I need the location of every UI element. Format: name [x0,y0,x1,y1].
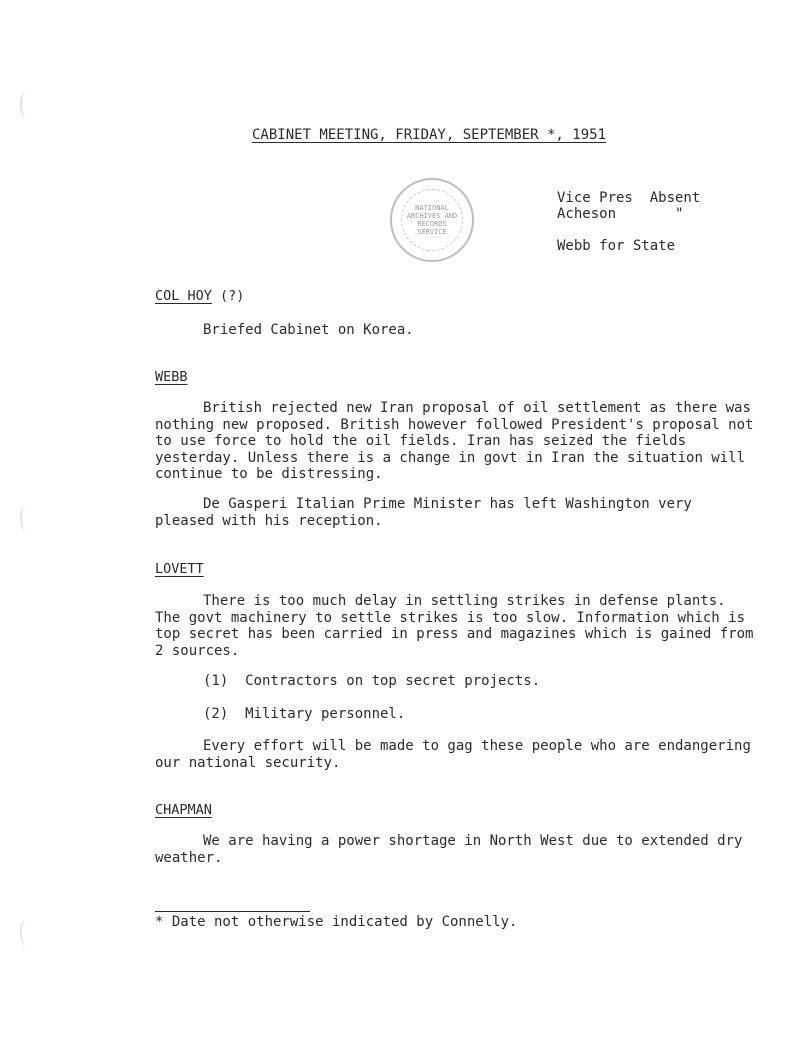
chapman-paragraph [155,833,755,866]
lovett-paragraph-2 [155,738,755,771]
stamp-line-3: RECORDS [417,220,447,228]
lovett-paragraph-2-text: Every effort will be made to gag these people who are endangering our national security. [155,738,751,771]
webb-paragraph-1 [155,400,755,483]
chapman-paragraph-text: We are having a power shortage in North West due to extended dry weather. [155,833,743,866]
stamp-line-4: SERVICE [417,228,447,236]
webb-paragraph-2 [155,496,755,529]
attendance-webb: Webb for State [557,238,676,254]
lovett-list-item-2: (2) Military personnel. [203,706,406,722]
footnote-rule [155,911,310,912]
archives-stamp [390,178,474,262]
section-heading-chapman: CHAPMAN [155,802,212,818]
hoy-paragraph [155,322,755,339]
webb-paragraph-1-text: British rejected new Iran proposal of oil settlement as there was nothing new proposed. British however followed President's proposal not to use force to hold the oil fields. Iran has seized the fields yesterday. Unless there is a change in govt in Iran the situation will continue to be distressing. [155,400,754,482]
hoy-paragraph-text: Briefed Cabinet on Korea. [203,322,414,338]
footnote: * Date not otherwise indicated by Connelly. [155,914,518,930]
binder-hole-middle [20,505,32,531]
heading-hoy-suffix: (?) [211,288,245,304]
section-heading-webb: WEBB [155,369,188,385]
binder-hole-top [20,92,32,118]
page-title: CABINET MEETING, FRIDAY, SEPTEMBER *, 1951 [252,127,607,143]
lovett-paragraph-1 [155,593,755,659]
lovett-list-item-1: (1) Contractors on top secret projects. [203,673,541,689]
stamp-line-2: ARCHIVES AND [406,212,458,220]
section-heading-lovett: LOVETT [155,561,204,577]
attendance-acheson: Acheson " [557,206,684,222]
heading-hoy-name: COL HOY [155,288,212,304]
lovett-paragraph-1-text: There is too much delay in settling strikes in defense plants. The govt machinery to settle strikes is too slow. Information which is top secret has been carried in press and magazines which is gained from 2 sources. [155,593,754,659]
section-heading-hoy [155,288,244,304]
binder-hole-bottom [20,920,32,946]
stamp-line-1: NATIONAL [415,204,449,212]
attendance-vice-pres: Vice Pres Absent [557,190,701,206]
webb-paragraph-2-text: De Gasperi Italian Prime Minister has left Washington very pleased with his reception. [155,496,692,529]
stamp-inner-ring [401,189,463,251]
